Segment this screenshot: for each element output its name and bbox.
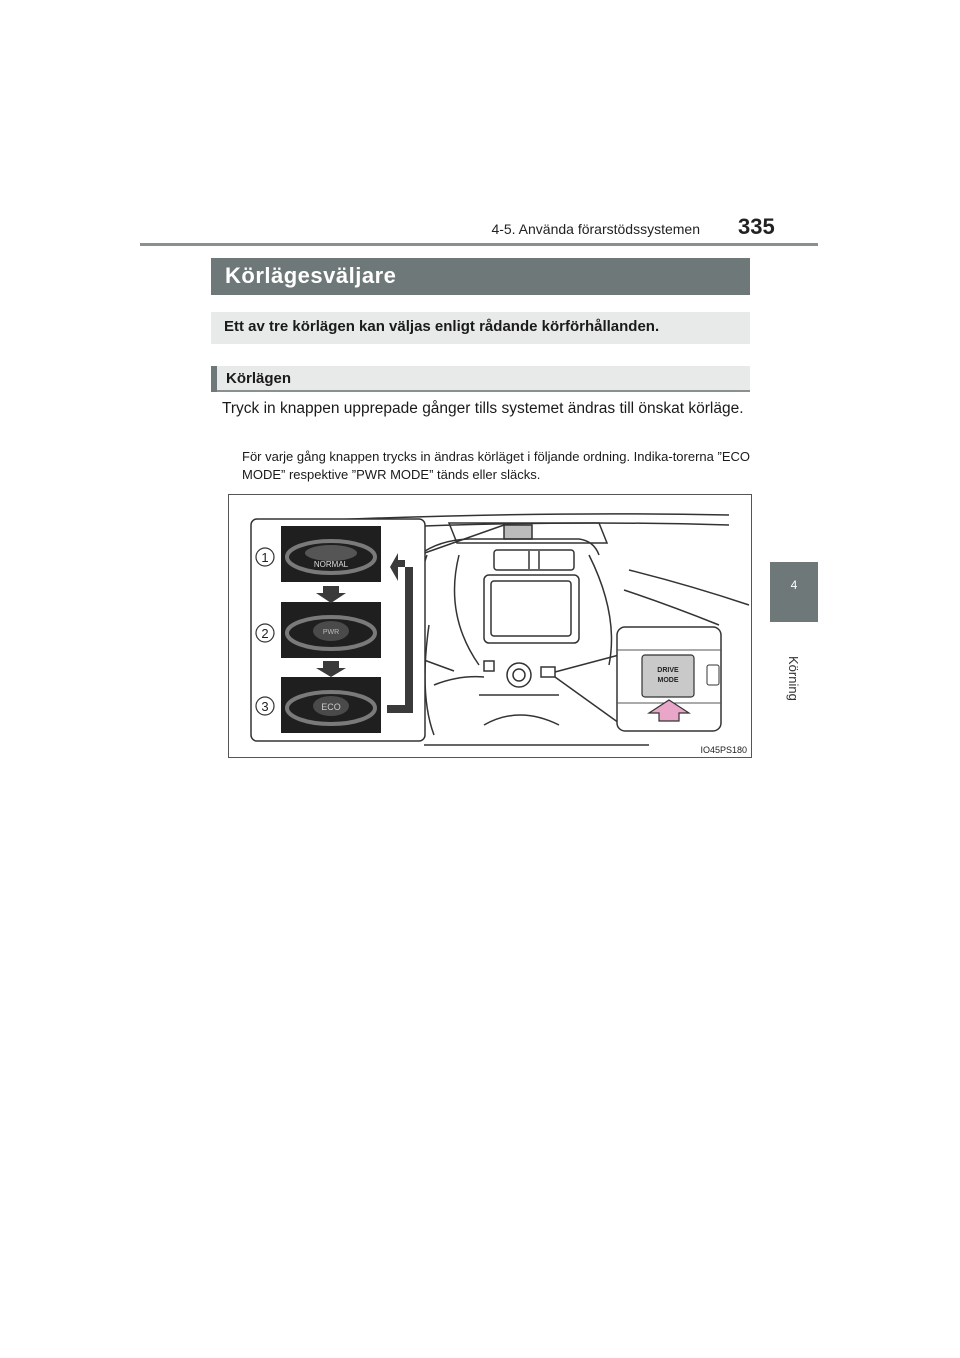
lead-text: Ett av tre körlägen kan väljas enligt rådande körförhållanden. [224,318,660,335]
mode-display-power [281,602,381,658]
note-paragraph: För varje gång knappen trycks in ändras körläget i följande ordning. Indika-torerna ”ECO MODE” respektive ”PWR MODE” tänds eller släcks. [242,449,750,482]
button-label-mode: MODE [657,677,679,684]
mode-label-normal: NORMAL [313,560,349,569]
button-label-drive: DRIVE [657,667,679,674]
subsection-bar [211,366,750,392]
step-number-1: 1 [261,550,269,565]
mode-sequence-panel [251,519,425,741]
step-number-3: 3 [261,699,269,714]
figure-code: IO45PS180 [700,745,747,755]
page-number: 335 [738,214,775,239]
section-title-bar [211,258,750,295]
body-paragraph: Tryck in knappen upprepade gånger tills systemet ändras till önskat körläge. [222,400,744,417]
chapter-tab: 4 [770,562,818,622]
subsection-title: Körlägen [226,370,292,387]
dashboard-illustration [229,495,751,757]
mode-display-normal [281,526,381,582]
chapter-label: Körning [786,656,801,701]
lead-box [211,312,750,344]
mode-label-eco: ECO [321,702,341,712]
section-title: Körlägesväljare [225,263,397,288]
figure-dashboard [228,494,752,758]
header-section-title: 4-5. Använda förarstödssystemen [491,221,700,237]
subsection-accent [211,366,217,392]
drive-mode-inset [617,627,721,731]
header-rule [140,243,818,246]
mode-label-power: PWR [322,629,340,636]
mode-display-eco [281,677,381,733]
step-number-2: 2 [261,626,269,641]
